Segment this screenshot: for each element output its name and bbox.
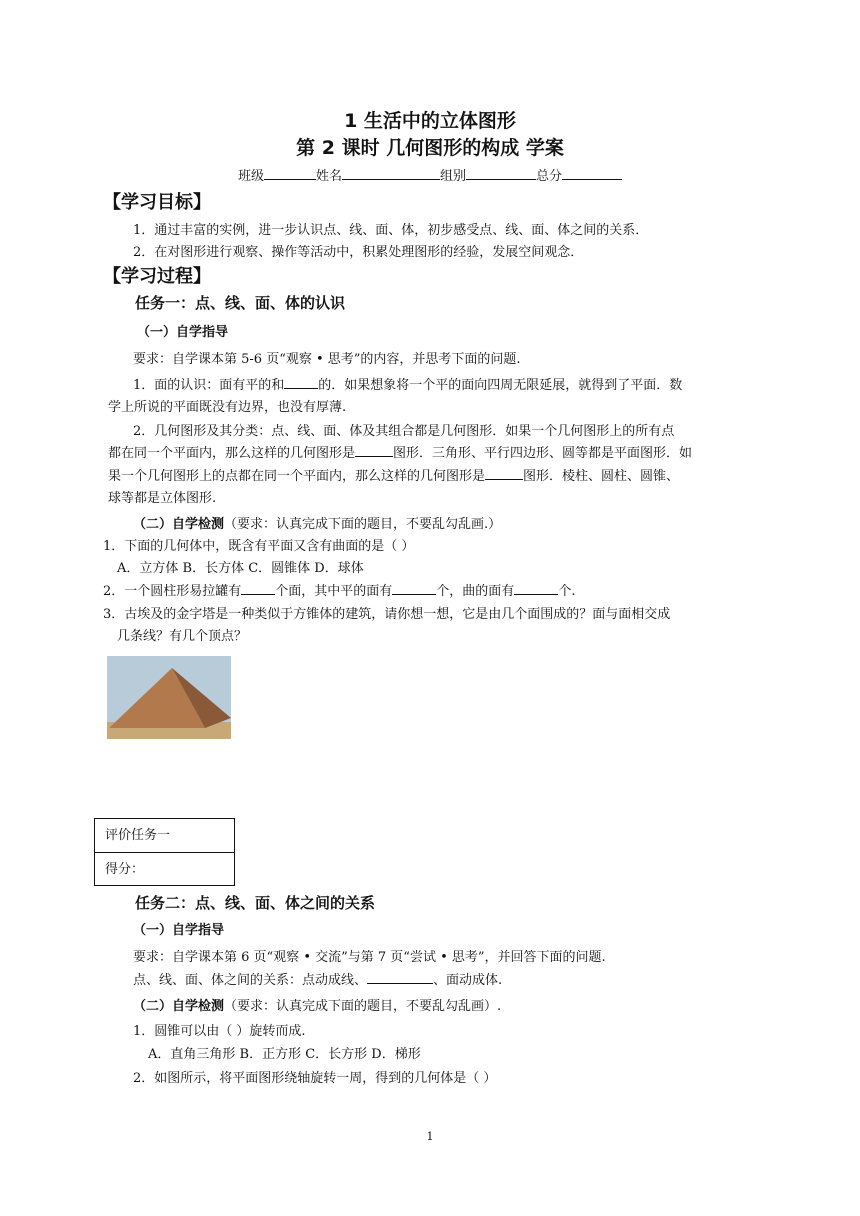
class-label: 班级 (237, 169, 264, 184)
task1-paragraph-2-line3: 果一个几何图形上的点都在同一个平面内，那么这样的几何图形是 图形．棱柱、圆柱、圆锥、 (108, 465, 679, 484)
score-blank[interactable] (562, 165, 622, 180)
task1-question-2: 2．一个圆柱形易拉罐有 个面，其中平的面有 个，曲的面有 个. (103, 580, 575, 599)
class-blank[interactable] (264, 165, 316, 180)
task1-paragraph-2-line4: 球等都是立体图形. (108, 491, 217, 506)
task2-question-1: 1．圆锥可以由（ ）旋转而成. (133, 1024, 306, 1039)
task2-question-1-options: A．直角三角形 B．正方形 C．长方形 D．梯形 (148, 1047, 421, 1062)
page-title: 1 生活中的立体图形 (344, 110, 516, 132)
task1-question-3: 3．古埃及的金字塔是一种类似于方锥体的建筑，请你想一想，它是由几个面围成的？面与面相交成 (103, 607, 671, 622)
process-heading: 【学习过程】 (103, 266, 211, 287)
task1-paragraph-2-line2: 都在同一个平面内，那么这样的几何图形是 图形．三角形、平行四边形、圆等都是平面图形．如 (108, 442, 692, 461)
group-label: 组别 (440, 169, 467, 184)
task1-paragraph-1-cont: 学上所说的平面既没有边界，也没有厚薄. (108, 400, 347, 415)
task2-guide-title: （一）自学指导 (133, 923, 225, 938)
answer-blank[interactable] (355, 443, 393, 457)
task2-requirement: 要求：自学课本第 6 页“观察 • 交流”与第 7 页“尝试 • 思考”，并回答下面的问题. (133, 950, 606, 965)
task1-question-3-cont: 几条线？有几个顶点？ (117, 629, 248, 644)
student-info-line (0, 165, 860, 184)
answer-blank[interactable] (284, 375, 318, 389)
objective-item: 1．通过丰富的实例，进一步认识点、线、面、体，初步感受点、线、面、体之间的关系． (133, 223, 649, 238)
answer-blank[interactable] (241, 581, 275, 595)
task1-check-title: （二）自学检测（要求：认真完成下面的题目，不要乱勾乱画.） (133, 517, 502, 532)
task1-guide-title: （一）自学指导 (137, 325, 229, 340)
evaluation-label: 评价任务一 (105, 828, 171, 843)
objectives-heading: 【学习目标】 (103, 192, 211, 213)
task2-check-title: （二）自学检测（要求：认真完成下面的题目，不要乱勾乱画）. (133, 999, 502, 1014)
name-label: 姓名 (315, 169, 342, 184)
page-number: 1 (426, 1130, 434, 1143)
score-label: 总分 (536, 169, 563, 184)
task1-requirement: 要求：自学课本第 5-6 页“观察 • 思考”的内容，并思考下面的问题. (133, 352, 521, 367)
answer-blank[interactable] (392, 581, 436, 595)
task2-question-2: 2．如图所示，将平面图形绕轴旋转一周，得到的几何体是（ ） (133, 1071, 497, 1086)
pyramid-photo (107, 656, 231, 739)
task1-paragraph-1: 1．面的认识：面有平的和 的．如果想象将一个平的面向四周无限延展，就得到了平面．数 (133, 374, 682, 393)
answer-blank[interactable] (514, 581, 558, 595)
task1-question-1-options: A．立方体 B．长方体 C．圆锥体 D．球体 (117, 561, 364, 576)
group-blank[interactable] (466, 165, 536, 180)
evaluation-box (94, 818, 235, 886)
page-subtitle: 第 2 课时 几何图形的构成 学案 (296, 137, 564, 159)
evaluation-score[interactable]: 得分： (95, 852, 234, 885)
task1-question-1: 1．下面的几何体中，既含有平面又含有曲面的是（ ） (103, 539, 415, 554)
task1-title: 任务一：点、线、面、体的认识 (135, 294, 346, 312)
task2-title: 任务二：点、线、面、体之间的关系 (135, 894, 376, 912)
answer-blank[interactable] (367, 970, 433, 984)
objective-item: 2．在对图形进行观察、操作等活动中，积累处理图形的经验，发展空间观念． (133, 245, 584, 260)
answer-blank[interactable] (485, 466, 523, 480)
name-blank[interactable] (342, 165, 440, 180)
task2-relation: 点、线、面、体之间的关系：点动成线、 、面动成体. (133, 969, 502, 988)
task1-paragraph-2: 2．几何图形及其分类：点、线、面、体及其组合都是几何图形．如果一个几何图形上的所有点 (133, 424, 675, 439)
